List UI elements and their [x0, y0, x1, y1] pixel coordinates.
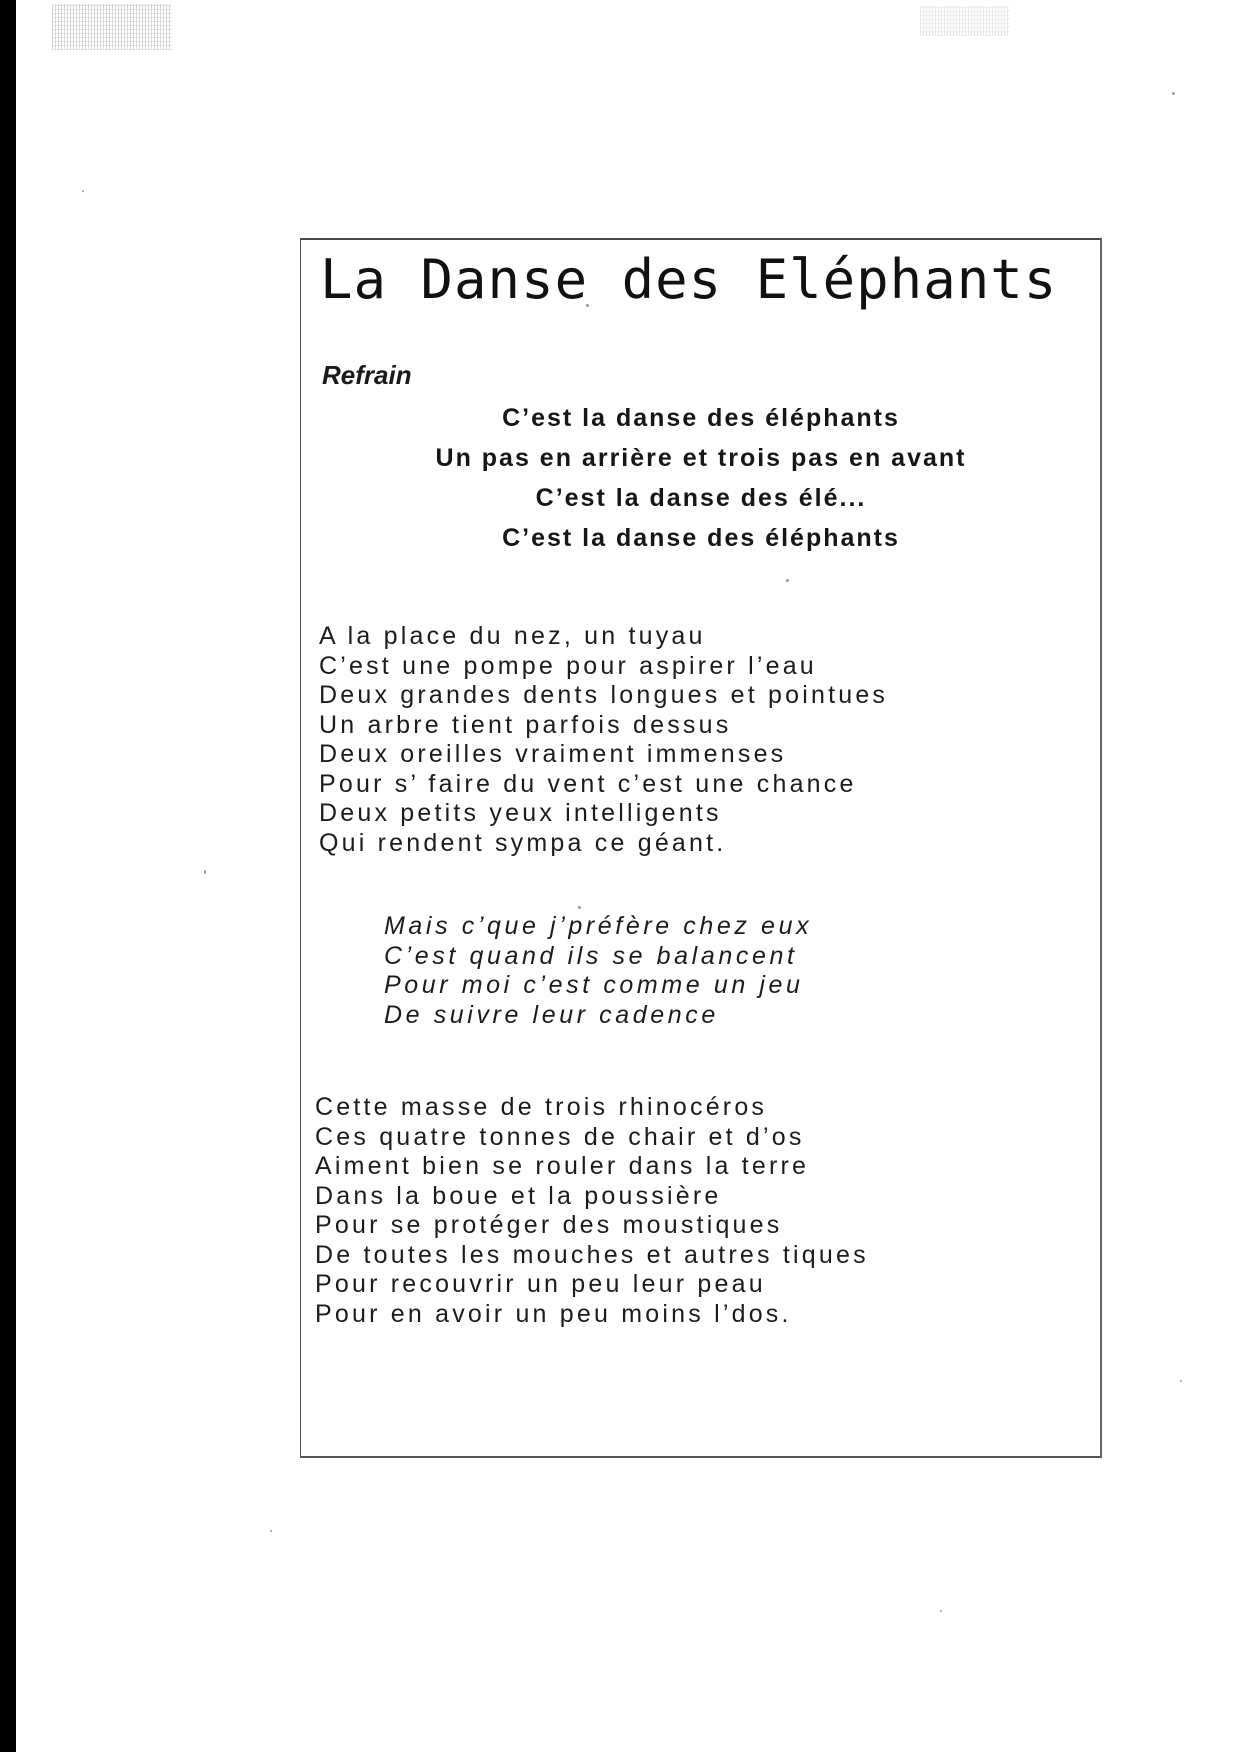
stanza-line: De toutes les mouches et autres tiques [315, 1240, 869, 1269]
stanza-line: Qui rendent sympa ce géant. [319, 828, 727, 857]
song-title: La Danse des Eléphants [320, 248, 1058, 311]
stanza-3 [315, 1093, 869, 1329]
refrain-line: Un pas en arrière et trois pas en avant [435, 444, 967, 472]
stanza-1 [319, 622, 888, 858]
scan-speckle [270, 1530, 272, 1532]
scan-speckle [1180, 1380, 1182, 1382]
stanza-line: Deux petits yeux intelligents [319, 799, 722, 827]
scan-left-edge [0, 0, 16, 1752]
stanza-line: Pour se protéger des moustiques [315, 1211, 783, 1239]
scan-noise-top-right [920, 6, 1010, 36]
scan-speckle [82, 190, 84, 192]
scan-noise-top-left [52, 4, 172, 50]
stanza-line: Deux oreilles vraiment immenses [319, 740, 787, 768]
stanza-line: Pour recouvrir un peu leur peau [315, 1270, 766, 1298]
stanza-line: Dans la boue et la poussière [315, 1181, 722, 1210]
scan-speckle [204, 870, 206, 874]
scan-speckle [940, 1610, 942, 1612]
stanza-line: Pour en avoir un peu moins l’dos. [315, 1299, 792, 1328]
stanza-line: De suivre leur cadence [384, 1000, 719, 1029]
stanza-line: Ces quatre tonnes de chair et d’os [315, 1122, 805, 1151]
refrain-label: Refrain [322, 360, 412, 390]
stanza-line: Pour moi c’est comme un jeu [384, 971, 804, 999]
stanza-line: Deux grandes dents longues et pointues [319, 681, 889, 709]
stanza-line: A la place du nez, un tuyau [319, 622, 706, 650]
refrain-lines [300, 398, 1102, 558]
stanza-line: Cette masse de trois rhinocéros [315, 1093, 768, 1121]
refrain-line: C’est la danse des éléphants [502, 524, 900, 552]
stanza-line: C’est quand ils se balancent [384, 941, 798, 970]
stanza-line: Un arbre tient parfois dessus [319, 710, 732, 739]
stanza-line: C’est une pompe pour aspirer l’eau [319, 651, 817, 680]
stanza-line: Aiment bien se rouler dans la terre [315, 1152, 810, 1180]
scan-speckle [1172, 92, 1175, 95]
refrain-line: C’est la danse des élé... [535, 484, 867, 512]
refrain-line: C’est la danse des éléphants [502, 404, 900, 432]
stanza-line: Mais c’que j’préfère chez eux [384, 912, 813, 940]
stanza-2-italic [384, 912, 812, 1030]
stanza-line: Pour s’ faire du vent c’est une chance [319, 769, 857, 798]
